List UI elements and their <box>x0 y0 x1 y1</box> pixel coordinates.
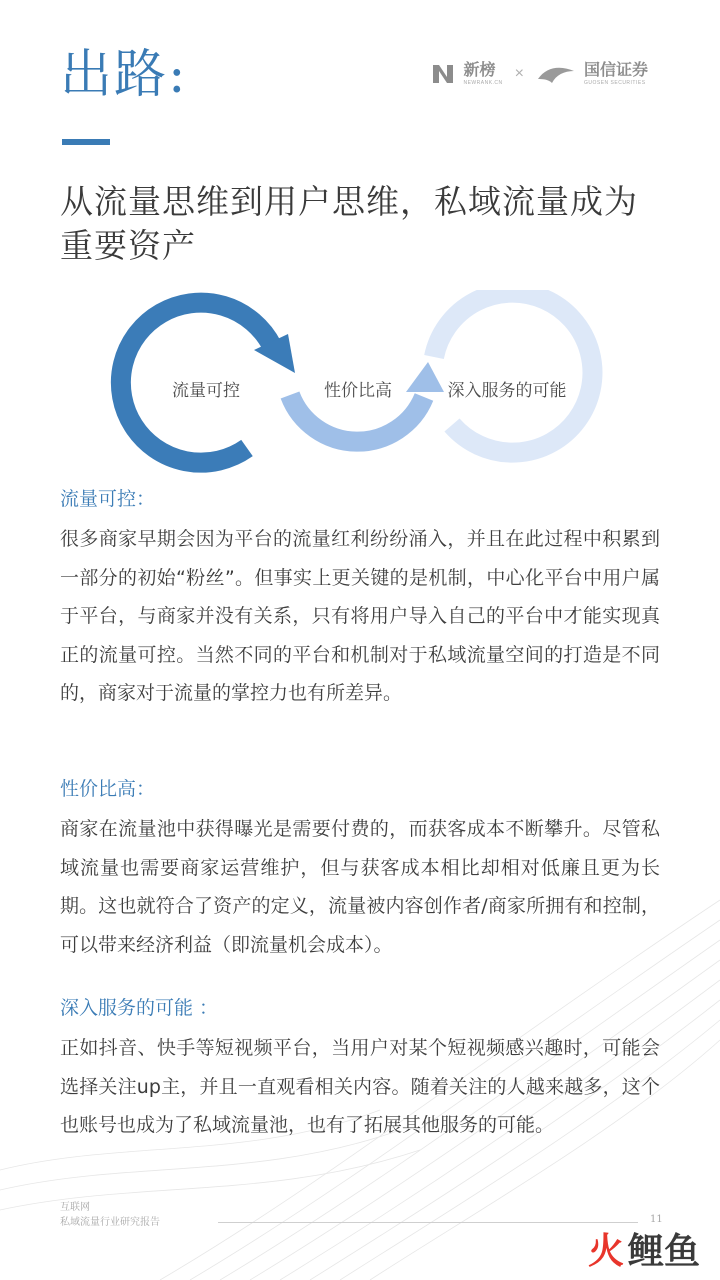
page-heading: 从流量思维到用户思维，私域流量成为重要资产 <box>60 182 638 265</box>
logo-separator: × <box>514 65 524 82</box>
cycle-ring-3 <box>434 293 592 453</box>
section-body: 商家在流量池中获得曝光是需要付费的，而获客成本不断攀升。尽管私域流量也需要商家运营维护，但与获客成本相比却相对低廉且更为长期。这也就符合了资产的定义，流量被内容创作者/商家所拥有和控制，可以带来经济利益（即流量机会成本）。 <box>60 818 660 956</box>
section-body: 正如抖音、快手等短视频平台，当用户对某个短视频感兴趣时，可能会选择关注up主，并且一直观看相关内容。随着关注的人越来越多，这个也账号也成为了私域流量池，也有了拓展其他服务的可能。 <box>60 1037 660 1136</box>
footer-report-title <box>60 1200 160 1230</box>
section-cost-effective <box>60 774 660 964</box>
cycle-label-2: 性价比高 <box>324 381 392 401</box>
page-title: 出路: <box>60 45 188 105</box>
cycle-arrow-2-icon <box>406 362 444 392</box>
newrank-logo <box>463 62 502 86</box>
page-number: 11 <box>650 1214 663 1225</box>
newrank-logo-name: 新榜 <box>463 62 496 79</box>
watermark-logo <box>588 1223 700 1274</box>
newrank-logo-sub: NEWRANK.CN <box>463 80 503 86</box>
newrank-logo-icon <box>431 63 455 85</box>
title-accent-bar <box>62 139 110 145</box>
footer-line-2: 私域流量行业研究报告 <box>60 1217 160 1228</box>
guosen-logo-sub: GUOSEN SECURITIES <box>583 80 646 86</box>
watermark-part-2: 鲤鱼 <box>627 1231 700 1272</box>
guosen-logo-name: 国信证券 <box>583 62 648 79</box>
section-traffic-control <box>60 484 660 713</box>
section-title: 流量可控： <box>60 488 156 510</box>
section-title: 性价比高： <box>60 778 156 800</box>
section-title: 深入服务的可能 ： <box>60 997 219 1019</box>
section-deep-service <box>60 993 660 1145</box>
partner-logos <box>431 62 648 86</box>
guosen-logo-icon <box>536 63 576 85</box>
watermark-part-1: 火 <box>587 1231 624 1272</box>
cycle-diagram <box>0 290 720 480</box>
footer-line-1: 互联网 <box>60 1202 90 1213</box>
cycle-label-1: 流量可控 <box>172 381 240 401</box>
guosen-logo <box>584 62 648 86</box>
footer-divider <box>218 1222 638 1223</box>
section-body: 很多商家早期会因为平台的流量红利纷纷涌入，并且在此过程中积累到一部分的初始“粉丝”。但事实上更关键的是机制，中心化平台中用户属于平台，与商家并没有关系，只有将用户导入自己的平台中才能实现真正的流量可控。当然不同的平台和机制对于私域流量空间的打造是不同的，商家对于流量的掌控力也有所差异。 <box>60 528 660 704</box>
cycle-ring-2 <box>290 395 424 442</box>
cycle-label-3: 深入服务的可能 <box>447 381 567 401</box>
